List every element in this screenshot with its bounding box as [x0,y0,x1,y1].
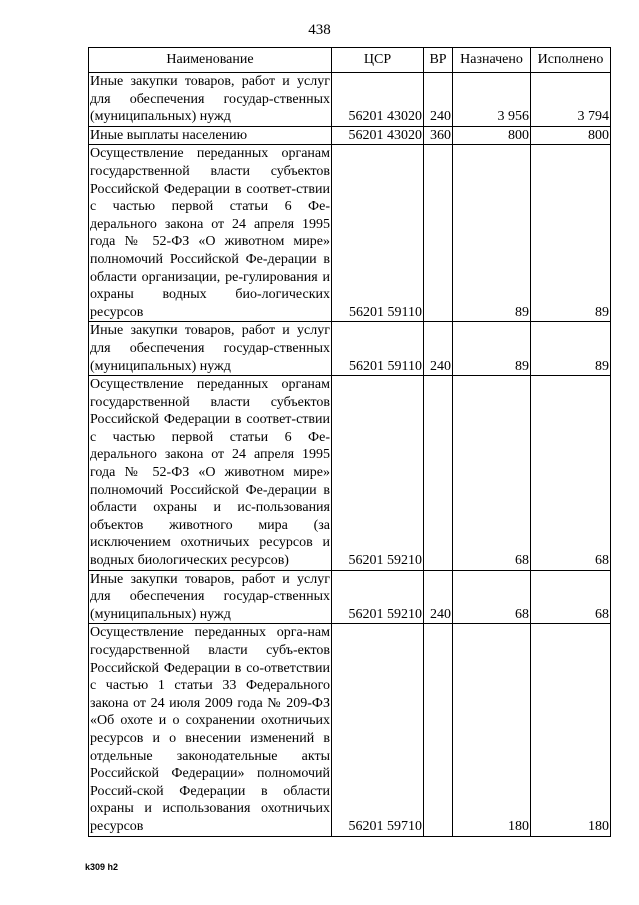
cell-csr: 56201 43020 [332,73,424,127]
table-row [89,376,611,571]
footer-code: k309 h2 [85,862,119,872]
cell-done: 68 [531,376,611,571]
table-row [89,126,611,145]
page-number: 438 [308,22,331,38]
cell-plan: 3 956 [453,73,531,127]
cell-plan: 68 [453,376,531,571]
cell-csr: 56201 43020 [332,126,424,145]
cell-csr: 56201 59710 [332,624,424,836]
cell-name: Осуществление переданных органам государственной власти субъектов Российской Федерации в соответ-ствии с частью первой статьи 6 Фе-дерального закона от 24 апреля 1995 года № 52-ФЗ «О животном мире» полномочий Российской Фе-дерации в области организации, ре-гулирования и охраны водных био-логических ресурсов [89,145,332,322]
header-vr: ВР [424,48,453,73]
cell-done: 800 [531,126,611,145]
cell-csr: 56201 59210 [332,570,424,624]
cell-name: Иные закупки товаров, работ и услуг для обеспечения государ-ственных (муниципальных) нужд [89,73,332,127]
cell-plan: 89 [453,322,531,376]
cell-name: Осуществление переданных орга-нам государственной власти субъ-ектов Российской Федерации в со-ответствии с частью 1 статьи 33 Федерального закона от 24 июля 2009 года № 209-ФЗ «Об охоте и о сохранении охотничьих ресурсов и о внесении изменений в отдельные законодательные акты Российской Федерации» полномочий Россий-ской Федерации в области охраны и использования охотничьих ресурсов [89,624,332,836]
cell-done: 89 [531,145,611,322]
cell-plan: 89 [453,145,531,322]
cell-vr [424,624,453,836]
cell-name: Иные закупки товаров, работ и услуг для обеспечения государ-ственных (муниципальных) нужд [89,322,332,376]
budget-table [88,47,611,837]
cell-plan: 180 [453,624,531,836]
header-done: Исполнено [531,48,611,73]
table-header-row [89,48,611,73]
cell-csr: 56201 59110 [332,322,424,376]
table-row [89,322,611,376]
cell-done: 89 [531,322,611,376]
cell-done: 68 [531,570,611,624]
header-csr: ЦСР [332,48,424,73]
table-body [89,73,611,837]
cell-plan: 800 [453,126,531,145]
cell-vr: 240 [424,570,453,624]
cell-vr: 360 [424,126,453,145]
cell-vr: 240 [424,73,453,127]
cell-csr: 56201 59110 [332,145,424,322]
cell-vr [424,376,453,571]
table-row [89,145,611,322]
cell-done: 3 794 [531,73,611,127]
cell-csr: 56201 59210 [332,376,424,571]
table-row [89,570,611,624]
cell-name: Осуществление переданных органам государственной власти субъектов Российской Федерации в соответ-ствии с частью первой статьи 6 Фе-дерального закона от 24 апреля 1995 года № 52-ФЗ «О животном мире» полномочий Российской Фе-дерации в области охраны и ис-пользования объектов животного мира (за исключением охотничьих ресурсов и водных биологических ресурсов) [89,376,332,571]
cell-plan: 68 [453,570,531,624]
header-plan: Назначено [453,48,531,73]
cell-vr: 240 [424,322,453,376]
table-row [89,73,611,127]
header-name: Наименование [89,48,332,73]
cell-done: 180 [531,624,611,836]
cell-vr [424,145,453,322]
cell-name: Иные выплаты населению [89,126,332,145]
table-row [89,624,611,836]
cell-name: Иные закупки товаров, работ и услуг для обеспечения государ-ственных (муниципальных) нужд [89,570,332,624]
